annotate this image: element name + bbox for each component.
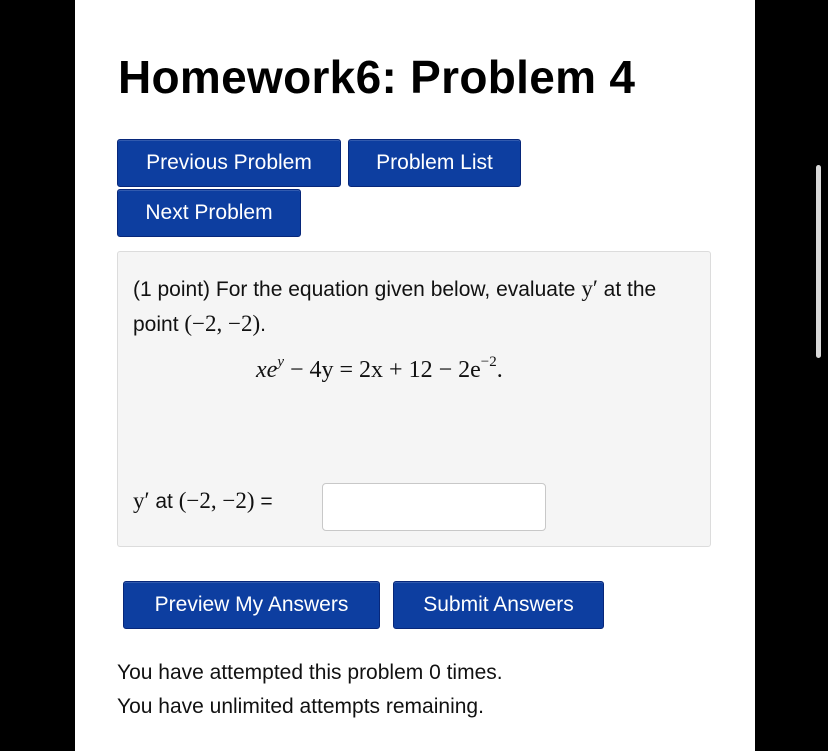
submit-answers-button[interactable]: Submit Answers	[393, 581, 604, 629]
equation-body: − 4y = 2x + 12 − 2e	[283, 357, 481, 383]
problem-point: (−2, −2)	[184, 311, 261, 336]
answer-input[interactable]	[322, 483, 546, 531]
preview-answers-button[interactable]: Preview My Answers	[123, 581, 380, 629]
answer-equals: =	[254, 490, 273, 513]
problem-equation	[256, 354, 503, 384]
problem-page	[75, 0, 755, 751]
answer-y-prime: y′	[133, 488, 150, 513]
problem-points: (1 point)	[133, 278, 211, 301]
equation-lhs-exp: y	[277, 354, 284, 370]
answer-point: (−2, −2)	[178, 488, 255, 513]
problem-list-button[interactable]: Problem List	[348, 139, 521, 187]
y-prime-symbol: y′	[581, 276, 598, 301]
problem-box	[117, 251, 711, 547]
problem-period: .	[260, 313, 266, 336]
equation-rhs-exp: −2	[480, 354, 497, 370]
answer-label	[133, 488, 273, 514]
attempt-status	[117, 656, 503, 724]
previous-problem-button[interactable]: Previous Problem	[117, 139, 341, 187]
problem-text-before: For the equation given below, evaluate	[210, 278, 582, 301]
attempts-text: You have attempted this problem 0 times.	[117, 661, 503, 684]
problem-statement	[133, 272, 693, 342]
answer-at: at	[149, 490, 179, 513]
equation-lhs-x: xe	[256, 357, 278, 383]
problem-text-at: at the point	[133, 278, 657, 336]
equation-end: .	[496, 357, 503, 383]
scrollbar[interactable]	[816, 165, 821, 358]
next-problem-button[interactable]: Next Problem	[117, 189, 301, 237]
remaining-text: You have unlimited attempts remaining.	[117, 695, 484, 718]
page-title: Homework6: Problem 4	[118, 51, 636, 103]
